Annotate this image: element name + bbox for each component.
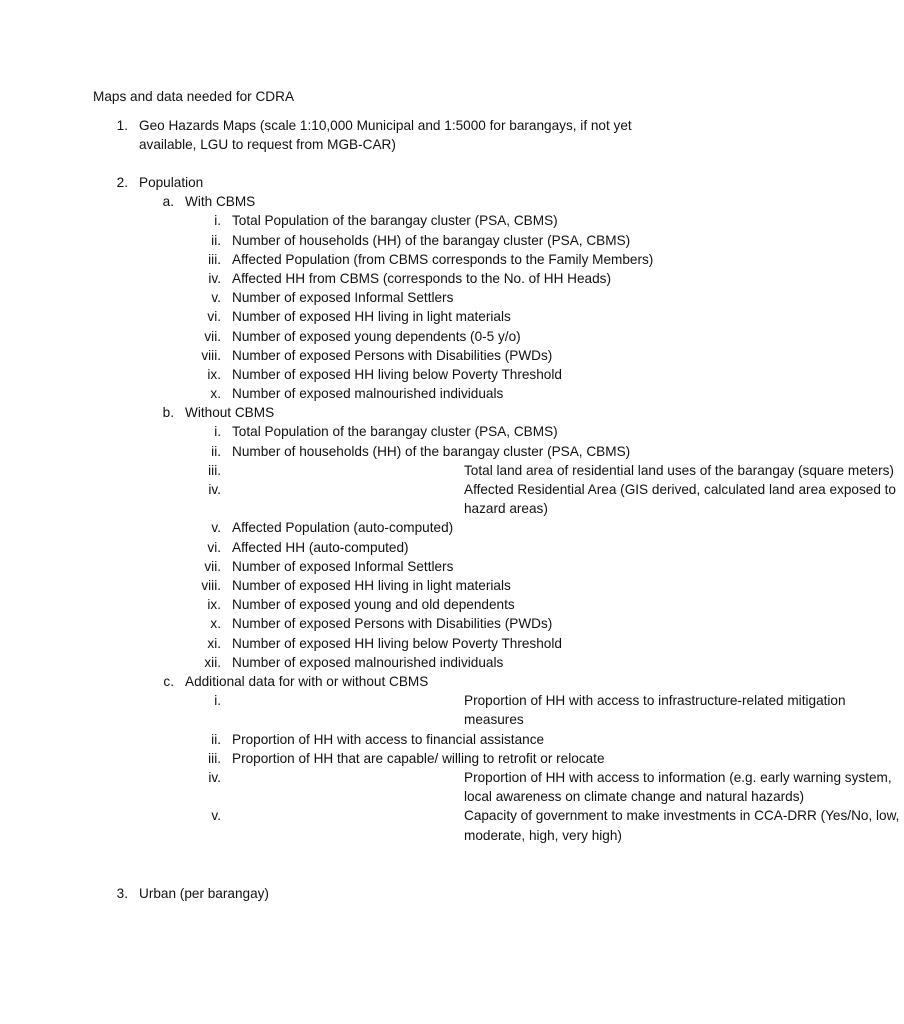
list-item xyxy=(0,346,768,365)
list-item-text: Number of exposed young dependents (0-5 y/o) xyxy=(232,328,521,344)
list-item xyxy=(0,653,768,672)
list-numeral: x. xyxy=(210,616,221,632)
list-number: 1. xyxy=(116,118,128,133)
list-numeral: v. xyxy=(211,520,221,536)
sublist-heading-additional-data xyxy=(0,672,768,691)
list-numeral: xi. xyxy=(207,635,221,651)
list-numeral: vii. xyxy=(204,558,221,574)
list-numeral: iii. xyxy=(208,462,221,478)
list-item-text: Affected Population (auto-computed) xyxy=(232,520,454,536)
list-item xyxy=(0,422,768,441)
list-item-text: Total Population of the barangay cluster (PSA, CBMS) xyxy=(232,213,558,229)
list-item-text: Number of exposed young and old dependents xyxy=(232,597,515,613)
sublist-heading-text: With CBMS xyxy=(185,194,256,210)
list-numeral: viii. xyxy=(201,577,221,593)
list-item-text: Number of exposed malnourished individuals xyxy=(232,386,504,402)
list-item-text: Affected Residential Area (GIS derived, calculated land area exposed to hazard areas) xyxy=(464,482,896,517)
list-item xyxy=(0,269,768,288)
list-item-text: Total Population of the barangay cluster (PSA, CBMS) xyxy=(232,424,558,440)
list-numeral: ix. xyxy=(207,366,221,382)
list-number: 2. xyxy=(116,175,128,190)
list-item xyxy=(0,442,768,461)
sublist-with-cbms xyxy=(0,192,900,845)
list-item-text: Affected HH from CBMS (corresponds to the No. of HH Heads) xyxy=(232,270,612,286)
list-item xyxy=(0,518,768,537)
list-item-text: Number of exposed malnourished individuals xyxy=(232,654,504,670)
list-item-text: Proportion of HH with access to financial assistance xyxy=(232,731,545,747)
list-letter: b. xyxy=(162,405,174,421)
list-numeral: x. xyxy=(210,386,221,402)
list-item-text: Urban (per barangay) xyxy=(139,886,269,901)
list-item xyxy=(0,557,768,576)
list-item xyxy=(0,288,768,307)
list-numeral: xii. xyxy=(204,654,221,670)
list-numeral: iv. xyxy=(208,769,221,785)
list-numeral: i. xyxy=(214,424,221,440)
list-item-text: Number of exposed Persons with Disabilities (PWDs) xyxy=(232,347,553,363)
list-item-text: Proportion of HH with access to information (e.g. early warning system, local awareness on climate change and natural hazards) xyxy=(464,769,892,805)
list-numeral: i. xyxy=(214,213,221,229)
list-item-text: Geo Hazards Maps (scale 1:10,000 Municipal and 1:5000 for barangays, if not yet available, LGU to request from MGB-CAR) xyxy=(139,118,632,153)
list-item xyxy=(0,538,768,557)
list-numeral: v. xyxy=(211,808,221,824)
list-numeral: v. xyxy=(211,290,221,306)
list-item xyxy=(0,365,768,384)
list-item xyxy=(0,691,846,729)
list-item-text: Affected HH (auto-computed) xyxy=(232,539,409,555)
list-item xyxy=(0,595,768,614)
list-item xyxy=(0,576,768,595)
list-item xyxy=(0,480,896,518)
list-item-text: Number of exposed HH living in light materials xyxy=(232,309,511,325)
list-numeral: iv. xyxy=(208,482,221,498)
list-item xyxy=(0,768,892,806)
list-item-text: Number of exposed HH living in light materials xyxy=(232,577,511,593)
list-item xyxy=(0,730,768,749)
list-numeral: i. xyxy=(214,693,221,709)
list-numeral: ii. xyxy=(211,731,221,747)
list-item xyxy=(0,327,768,346)
list-item-text: Number of exposed Informal Settlers xyxy=(232,290,454,306)
list-item xyxy=(0,211,768,230)
list-item xyxy=(0,634,768,653)
list-item xyxy=(0,461,894,480)
list-numeral: ii. xyxy=(211,232,221,248)
sublist-heading-with-cbms xyxy=(0,192,768,211)
list-numeral: vi. xyxy=(207,309,221,325)
list-numeral: viii. xyxy=(201,347,221,363)
list-item xyxy=(0,307,768,326)
list-numeral: iv. xyxy=(208,270,221,286)
list-numeral: iii. xyxy=(208,750,221,766)
list-item xyxy=(0,614,768,633)
list-item-text: Population xyxy=(139,175,204,190)
list-item xyxy=(0,250,768,269)
list-item xyxy=(0,384,768,403)
list-letter: a. xyxy=(162,194,174,210)
list-number: 3. xyxy=(116,886,128,901)
list-item xyxy=(0,749,768,768)
list-letter: c. xyxy=(163,673,174,689)
sublist-heading-text: Without CBMS xyxy=(185,405,275,421)
list-item-text: Number of exposed Persons with Disabilities (PWDs) xyxy=(232,616,553,632)
sublist-heading-text: Additional data for with or without CBMS xyxy=(185,673,429,689)
list-item-text: Number of households (HH) of the barangay cluster (PSA, CBMS) xyxy=(232,443,631,459)
list-item xyxy=(0,231,768,250)
list-numeral: vi. xyxy=(207,539,221,555)
list-numeral: vii. xyxy=(204,328,221,344)
list-item-text: Affected Population (from CBMS corresponds to the Family Members) xyxy=(232,251,654,267)
list-item xyxy=(0,806,900,844)
list-item-text: Proportion of HH that are capable/ willing to retrofit or relocate xyxy=(232,750,605,766)
sublist-heading-without-cbms xyxy=(0,403,768,422)
list-numeral: ii. xyxy=(211,443,221,459)
list-numeral: iii. xyxy=(208,251,221,267)
list-item-text: Number of exposed HH living below Poverty Threshold xyxy=(232,635,562,651)
list-item-text: Number of exposed Informal Settlers xyxy=(232,558,454,574)
list-item-text: Total land area of residential land uses of the barangay (square meters) xyxy=(464,462,894,478)
list-item-text: Number of households (HH) of the barangay cluster (PSA, CBMS) xyxy=(232,232,631,248)
list-item-text: Number of exposed HH living below Poverty Threshold xyxy=(232,366,562,382)
list-item-text: Capacity of government to make investments in CCA-DRR (Yes/No, low, moderate, high, very high) xyxy=(464,808,900,843)
list-numeral: ix. xyxy=(207,597,221,613)
list-item-text: Proportion of HH with access to infrastructure-related mitigation measures xyxy=(464,693,846,728)
document-heading: Maps and data needed for CDRA xyxy=(93,89,295,104)
